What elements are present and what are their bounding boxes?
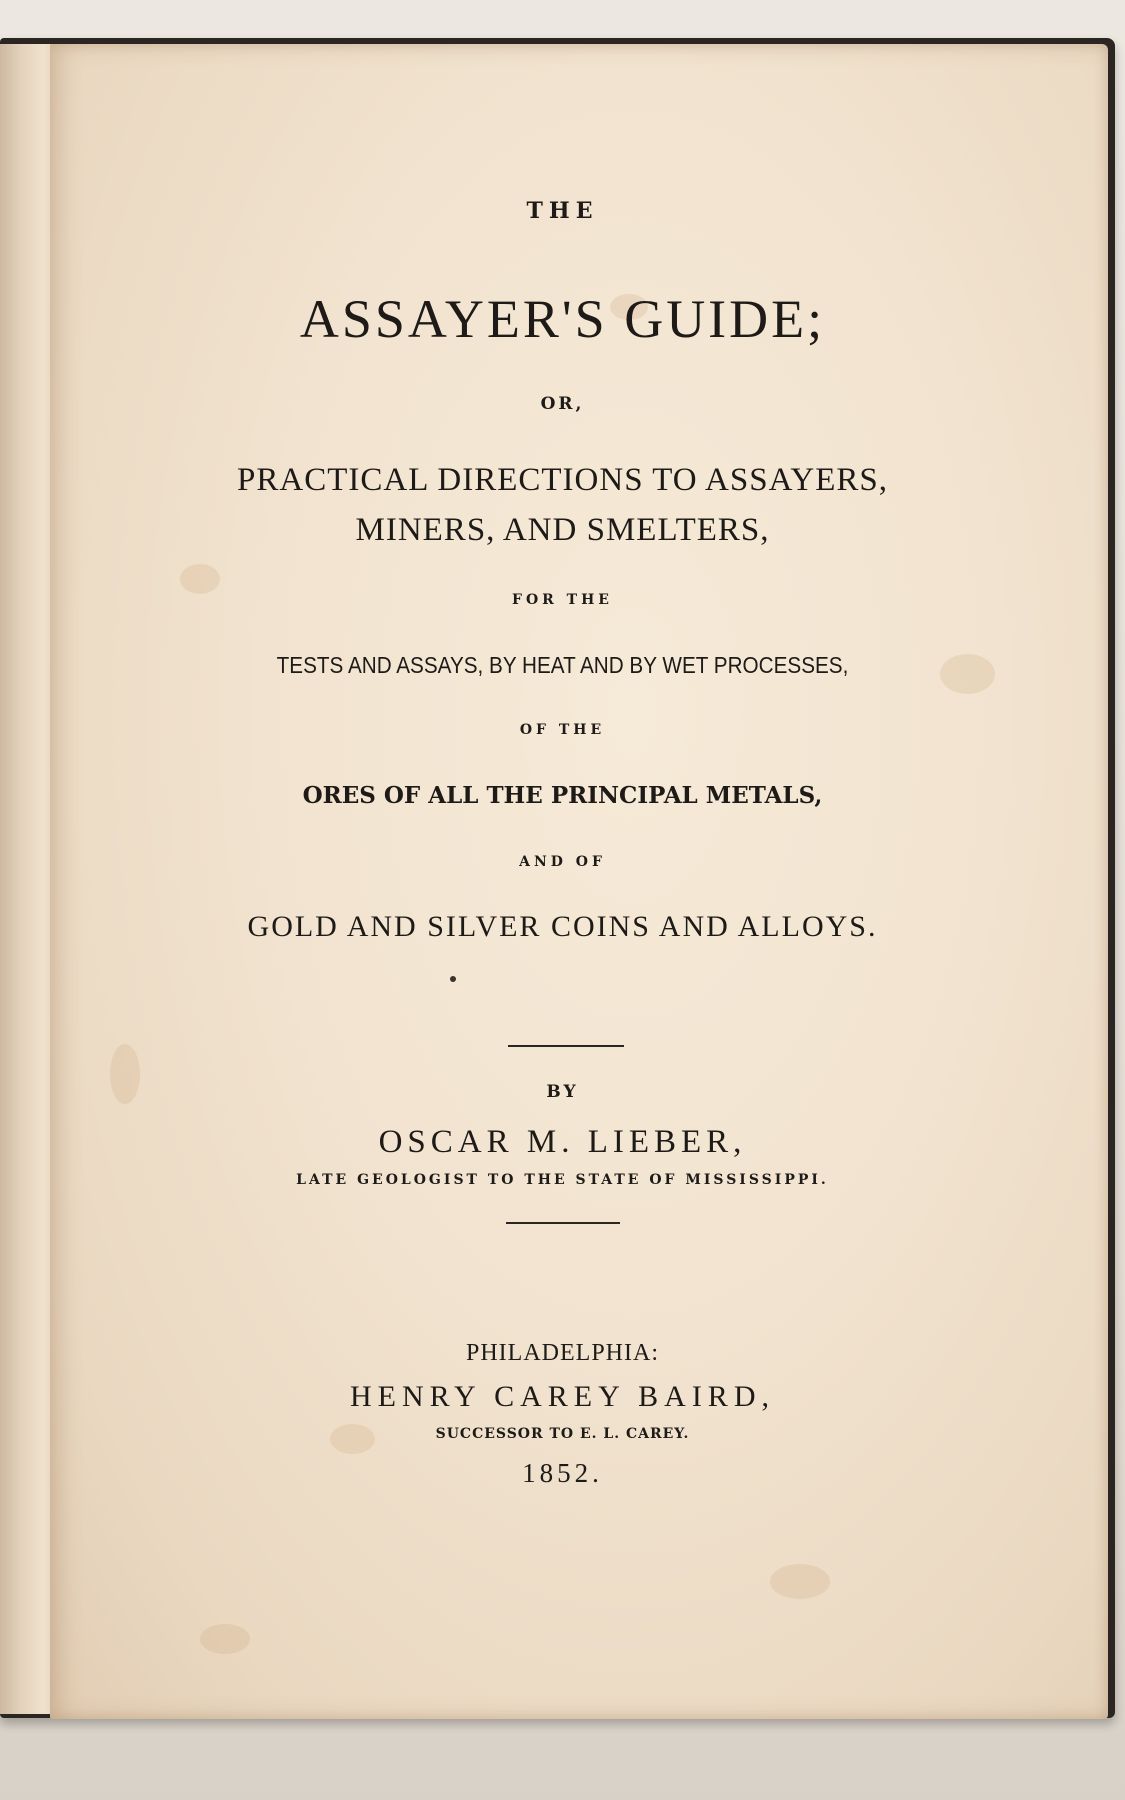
or-line: OR, <box>540 394 585 414</box>
ink-speck <box>450 976 456 982</box>
coins-line: GOLD AND SILVER COINS AND ALLOYS. <box>247 910 878 943</box>
author-name: OSCAR M. LIEBER, <box>378 1124 747 1160</box>
foxing-spot <box>180 564 220 594</box>
subtitle-line-2: MINERS, AND SMELTERS, <box>355 512 770 548</box>
successor-line: SUCCESSOR TO E. L. CAREY. <box>435 1426 690 1442</box>
divider-rule-top <box>508 1045 624 1047</box>
city-line: PHILADELPHIA: <box>466 1340 659 1366</box>
ores-line: ORES OF ALL THE PRINCIPAL METALS, <box>302 782 823 809</box>
for-the-line: FOR THE <box>512 592 613 608</box>
publisher-line: HENRY CAREY BAIRD, <box>350 1380 775 1413</box>
and-of-line: AND OF <box>519 854 606 870</box>
of-the-line: OF THE <box>519 722 606 738</box>
year-line: 1852. <box>522 1458 603 1488</box>
divider-rule-bottom <box>506 1222 620 1224</box>
subtitle-line-1: PRACTICAL DIRECTIONS TO ASSAYERS, <box>237 462 888 498</box>
tests-line: TESTS AND ASSAYS, BY HEAT AND BY WET PROCESSES, <box>276 652 849 678</box>
author-title: LATE GEOLOGIST TO THE STATE OF MISSISSIPPI. <box>296 1172 829 1188</box>
foxing-spot <box>770 1564 830 1599</box>
book-title: ASSAYER'S GUIDE; <box>299 289 826 349</box>
foxing-spot <box>200 1624 250 1654</box>
the-line: THE <box>526 198 599 224</box>
by-line: BY <box>546 1082 579 1102</box>
